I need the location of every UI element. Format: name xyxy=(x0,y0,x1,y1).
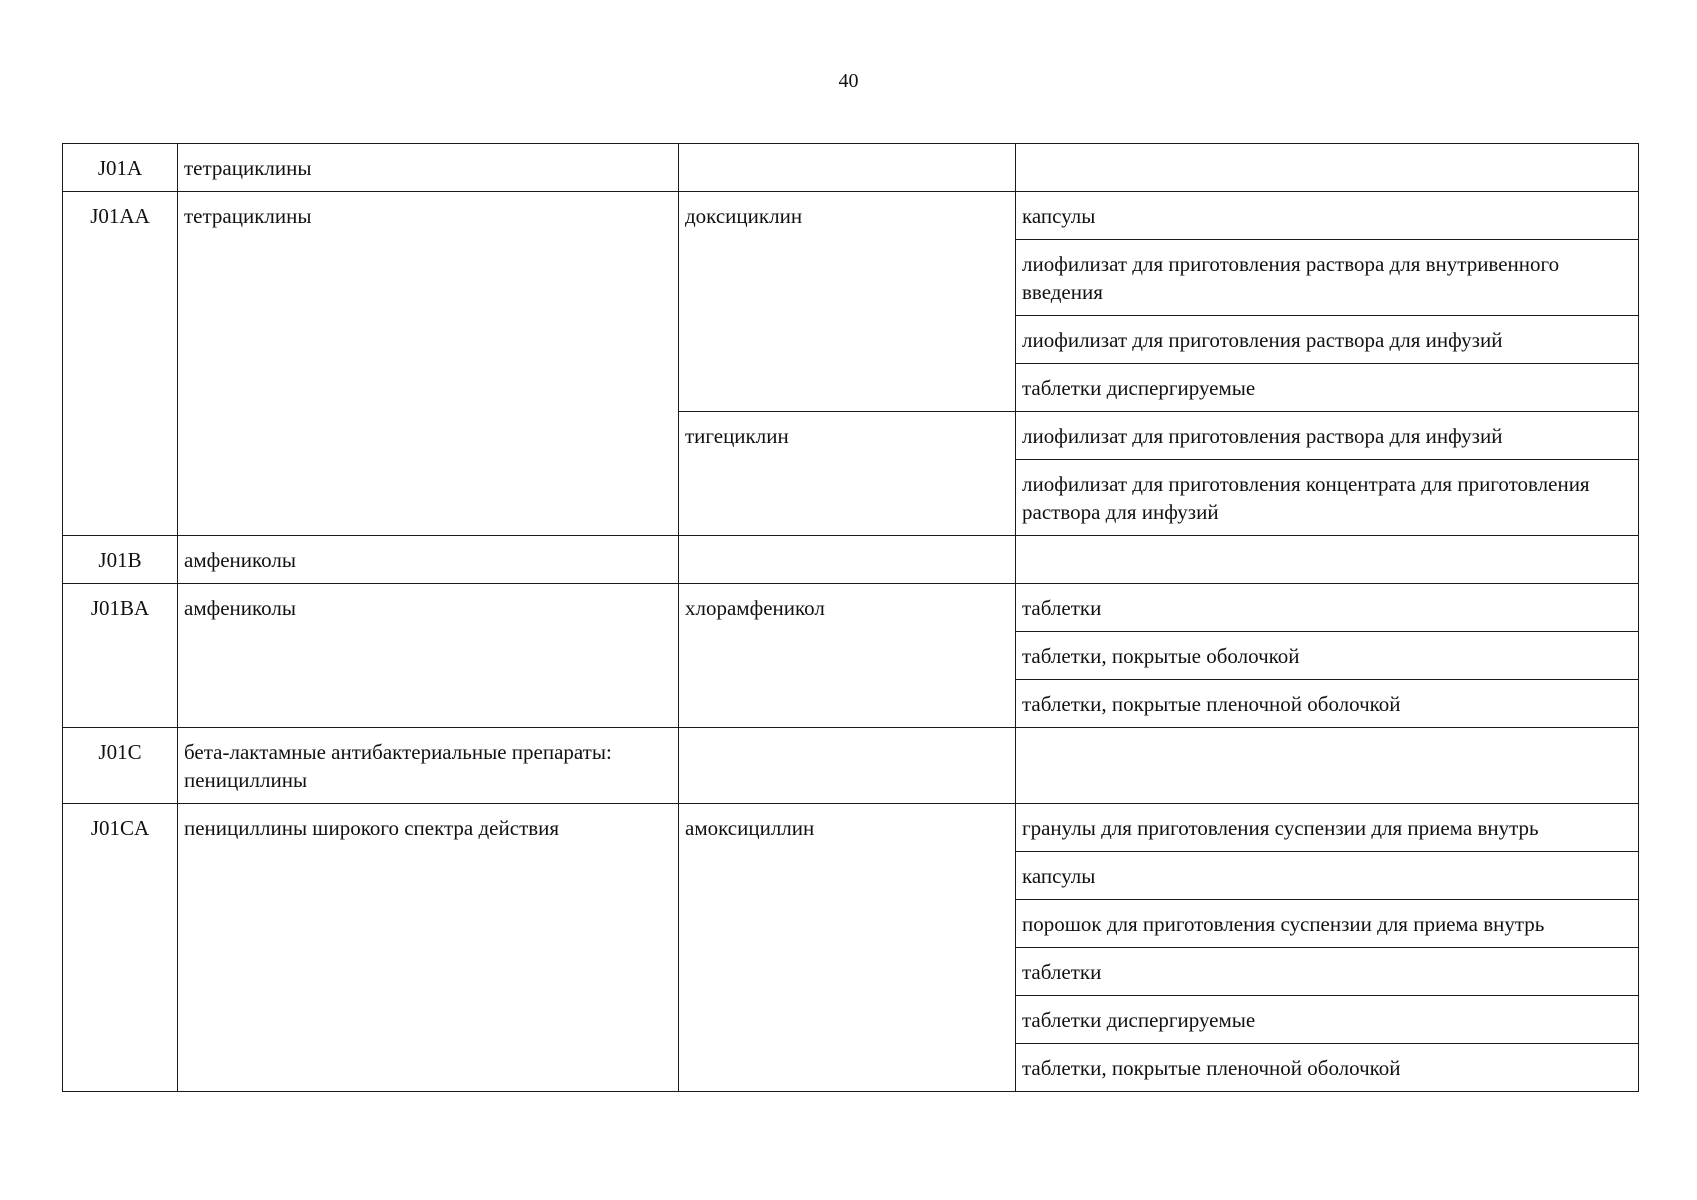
table-row xyxy=(63,584,1639,632)
page-number: 40 xyxy=(838,70,859,92)
atc-code-cell: J01BA xyxy=(63,584,178,728)
atc-code-cell: J01CA xyxy=(63,804,178,1092)
dosage-form-cell: лиофилизат для приготовления концентрата для приготовления раствора для инфузий xyxy=(1016,460,1639,536)
atc-code-cell: J01AA xyxy=(63,192,178,536)
table-row xyxy=(63,144,1639,192)
dosage-form-cell: капсулы xyxy=(1016,192,1639,240)
group-name-cell: тетрациклины xyxy=(178,192,679,536)
group-name-cell: тетрациклины xyxy=(178,144,679,192)
dosage-form-cell xyxy=(1016,536,1639,584)
group-name-cell: амфениколы xyxy=(178,584,679,728)
group-name-cell: амфениколы xyxy=(178,536,679,584)
table-row xyxy=(63,804,1639,852)
substance-cell xyxy=(679,144,1016,192)
substance-cell: амоксициллин xyxy=(679,804,1016,1092)
dosage-form-cell: гранулы для приготовления суспензии для приема внутрь xyxy=(1016,804,1639,852)
dosage-form-cell: лиофилизат для приготовления раствора для инфузий xyxy=(1016,412,1639,460)
dosage-form-cell: лиофилизат для приготовления раствора для внутривенного введения xyxy=(1016,240,1639,316)
substance-cell xyxy=(679,728,1016,804)
atc-code-cell: J01A xyxy=(63,144,178,192)
dosage-form-cell: таблетки диспергируемые xyxy=(1016,996,1639,1044)
table-row xyxy=(63,536,1639,584)
dosage-form-cell: таблетки xyxy=(1016,584,1639,632)
dosage-form-cell xyxy=(1016,728,1639,804)
substance-cell: тигециклин xyxy=(679,412,1016,536)
table-row xyxy=(63,192,1639,240)
drug-table xyxy=(62,143,1639,1092)
group-name-cell: бета-лактамные антибактериальные препараты: пенициллины xyxy=(178,728,679,804)
substance-cell xyxy=(679,536,1016,584)
substance-cell: хлорамфеникол xyxy=(679,584,1016,728)
dosage-form-cell: таблетки, покрытые оболочкой xyxy=(1016,632,1639,680)
table-row xyxy=(63,728,1639,804)
dosage-form-cell: таблетки, покрытые пленочной оболочкой xyxy=(1016,1044,1639,1092)
dosage-form-cell xyxy=(1016,144,1639,192)
dosage-form-cell: порошок для приготовления суспензии для приема внутрь xyxy=(1016,900,1639,948)
dosage-form-cell: лиофилизат для приготовления раствора для инфузий xyxy=(1016,316,1639,364)
dosage-form-cell: таблетки, покрытые пленочной оболочкой xyxy=(1016,680,1639,728)
dosage-form-cell: таблетки xyxy=(1016,948,1639,996)
dosage-form-cell: таблетки диспергируемые xyxy=(1016,364,1639,412)
dosage-form-cell: капсулы xyxy=(1016,852,1639,900)
group-name-cell: пенициллины широкого спектра действия xyxy=(178,804,679,1092)
atc-code-cell: J01C xyxy=(63,728,178,804)
atc-code-cell: J01B xyxy=(63,536,178,584)
substance-cell: доксициклин xyxy=(679,192,1016,412)
